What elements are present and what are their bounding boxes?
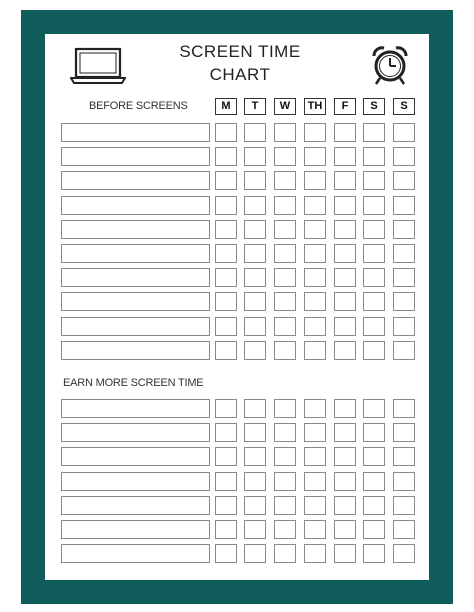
checkbox-cell[interactable] (363, 520, 385, 539)
task-name-field[interactable] (61, 496, 210, 515)
checkbox-cell[interactable] (304, 317, 326, 336)
checkbox-cell[interactable] (215, 317, 237, 336)
checkbox-cell[interactable] (274, 472, 296, 491)
checkbox-cell[interactable] (393, 447, 415, 466)
checkbox-cell[interactable] (274, 268, 296, 287)
checkbox-cell[interactable] (274, 544, 296, 563)
checkbox-cell[interactable] (244, 220, 266, 239)
task-name-field[interactable] (61, 244, 210, 263)
checkbox-cell[interactable] (393, 544, 415, 563)
checkbox-cell[interactable] (244, 292, 266, 311)
task-name-field[interactable] (61, 520, 210, 539)
checkbox-cell[interactable] (215, 268, 237, 287)
checkbox-cell[interactable] (215, 171, 237, 190)
checkbox-cell[interactable] (244, 544, 266, 563)
checkbox-cell[interactable] (274, 220, 296, 239)
checkbox-cell[interactable] (393, 292, 415, 311)
checkbox-cell[interactable] (334, 447, 356, 466)
checkbox-cell[interactable] (244, 472, 266, 491)
checkbox-cell[interactable] (304, 220, 326, 239)
checkbox-cell[interactable] (244, 244, 266, 263)
checkbox-cell[interactable] (304, 244, 326, 263)
checkbox-cell[interactable] (363, 399, 385, 418)
task-name-field[interactable] (61, 317, 210, 336)
task-name-field[interactable] (61, 147, 210, 166)
checkbox-cell[interactable] (363, 317, 385, 336)
task-name-field[interactable] (61, 268, 210, 287)
checkbox-cell[interactable] (244, 147, 266, 166)
page-title (160, 40, 320, 86)
alarm-clock-icon (368, 44, 412, 86)
checkbox-cell[interactable] (274, 496, 296, 515)
task-name-field[interactable] (61, 544, 210, 563)
day-header: S (393, 98, 415, 115)
checkbox-cell[interactable] (274, 399, 296, 418)
checkbox-cell[interactable] (274, 196, 296, 215)
section-label-before-screens: BEFORE SCREENS (89, 100, 188, 112)
checkbox-cell[interactable] (215, 220, 237, 239)
checkbox-cell[interactable] (274, 317, 296, 336)
checkbox-cell[interactable] (334, 423, 356, 442)
task-name-field[interactable] (61, 423, 210, 442)
checkbox-cell[interactable] (304, 423, 326, 442)
checkbox-cell[interactable] (215, 520, 237, 539)
checkbox-cell[interactable] (244, 196, 266, 215)
checkbox-cell[interactable] (393, 399, 415, 418)
checkbox-cell[interactable] (334, 268, 356, 287)
title-line-2: CHART (209, 65, 271, 84)
checkbox-cell[interactable] (393, 123, 415, 142)
checkbox-cell[interactable] (215, 123, 237, 142)
checkbox-cell[interactable] (363, 220, 385, 239)
task-name-field[interactable] (61, 123, 210, 142)
checkbox-cell[interactable] (215, 544, 237, 563)
checkbox-cell[interactable] (244, 423, 266, 442)
laptop-icon (70, 46, 126, 86)
task-name-field[interactable] (61, 399, 210, 418)
checkbox-cell[interactable] (304, 123, 326, 142)
checkbox-cell[interactable] (334, 472, 356, 491)
checkbox-cell[interactable] (304, 341, 326, 360)
checkbox-cell[interactable] (304, 399, 326, 418)
checkbox-cell[interactable] (393, 472, 415, 491)
checkbox-cell[interactable] (393, 244, 415, 263)
checkbox-cell[interactable] (363, 268, 385, 287)
checkbox-cell[interactable] (215, 399, 237, 418)
checkbox-cell[interactable] (363, 292, 385, 311)
checkbox-cell[interactable] (334, 220, 356, 239)
checkbox-cell[interactable] (334, 399, 356, 418)
checkbox-cell[interactable] (334, 292, 356, 311)
checkbox-cell[interactable] (304, 520, 326, 539)
checkbox-cell[interactable] (334, 341, 356, 360)
task-name-field[interactable] (61, 341, 210, 360)
checkbox-cell[interactable] (304, 292, 326, 311)
checkbox-cell[interactable] (304, 147, 326, 166)
checkbox-cell[interactable] (363, 472, 385, 491)
checkbox-cell[interactable] (274, 447, 296, 466)
checkbox-cell[interactable] (274, 292, 296, 311)
checkbox-cell[interactable] (393, 317, 415, 336)
checkbox-cell[interactable] (363, 423, 385, 442)
checkbox-cell[interactable] (334, 244, 356, 263)
checkbox-cell[interactable] (334, 520, 356, 539)
checkbox-cell[interactable] (215, 292, 237, 311)
day-header: M (215, 98, 237, 115)
checkbox-cell[interactable] (304, 544, 326, 563)
checkbox-cell[interactable] (363, 147, 385, 166)
checkbox-cell[interactable] (244, 520, 266, 539)
checkbox-cell[interactable] (363, 544, 385, 563)
day-header: TH (304, 98, 326, 115)
checkbox-cell[interactable] (393, 196, 415, 215)
checkbox-cell[interactable] (304, 496, 326, 515)
checkbox-cell[interactable] (244, 123, 266, 142)
checkbox-cell[interactable] (215, 423, 237, 442)
checkbox-cell[interactable] (363, 171, 385, 190)
checkbox-cell[interactable] (215, 147, 237, 166)
checkbox-cell[interactable] (304, 196, 326, 215)
checkbox-cell[interactable] (274, 171, 296, 190)
task-name-field[interactable] (61, 472, 210, 491)
task-name-field[interactable] (61, 220, 210, 239)
title-line-1: SCREEN TIME (179, 42, 301, 61)
checkbox-cell[interactable] (334, 171, 356, 190)
checkbox-cell[interactable] (274, 147, 296, 166)
checkbox-cell[interactable] (363, 244, 385, 263)
checkbox-cell[interactable] (244, 496, 266, 515)
day-header: W (274, 98, 296, 115)
checkbox-cell[interactable] (334, 544, 356, 563)
task-name-field[interactable] (61, 171, 210, 190)
day-header: S (363, 98, 385, 115)
checkbox-cell[interactable] (274, 520, 296, 539)
day-header: F (334, 98, 356, 115)
checkbox-cell[interactable] (215, 472, 237, 491)
checkbox-cell[interactable] (393, 496, 415, 515)
checkbox-cell[interactable] (393, 423, 415, 442)
checkbox-cell[interactable] (334, 147, 356, 166)
checkbox-cell[interactable] (215, 244, 237, 263)
day-header: T (244, 98, 266, 115)
checkbox-cell[interactable] (244, 317, 266, 336)
section-label-earn-more: EARN MORE SCREEN TIME (63, 377, 204, 389)
checkbox-cell[interactable] (304, 472, 326, 491)
checkbox-cell[interactable] (274, 341, 296, 360)
checkbox-cell[interactable] (334, 317, 356, 336)
checkbox-cell[interactable] (393, 220, 415, 239)
checkbox-cell[interactable] (304, 447, 326, 466)
checkbox-cell[interactable] (215, 496, 237, 515)
checkbox-cell[interactable] (393, 520, 415, 539)
checkbox-cell[interactable] (244, 341, 266, 360)
checkbox-cell[interactable] (393, 171, 415, 190)
checkbox-cell[interactable] (363, 123, 385, 142)
checkbox-cell[interactable] (244, 399, 266, 418)
checkbox-cell[interactable] (215, 196, 237, 215)
task-name-field[interactable] (61, 292, 210, 311)
checkbox-cell[interactable] (393, 147, 415, 166)
checkbox-cell[interactable] (304, 268, 326, 287)
checkbox-cell[interactable] (334, 196, 356, 215)
checkbox-cell[interactable] (244, 268, 266, 287)
checkbox-cell[interactable] (393, 341, 415, 360)
checkbox-cell[interactable] (244, 171, 266, 190)
checkbox-cell[interactable] (215, 447, 237, 466)
checkbox-cell[interactable] (393, 268, 415, 287)
checkbox-cell[interactable] (363, 341, 385, 360)
checkbox-cell[interactable] (363, 196, 385, 215)
checkbox-cell[interactable] (274, 244, 296, 263)
task-name-field[interactable] (61, 447, 210, 466)
checkbox-cell[interactable] (215, 341, 237, 360)
checkbox-cell[interactable] (363, 447, 385, 466)
checkbox-cell[interactable] (334, 496, 356, 515)
checkbox-cell[interactable] (244, 447, 266, 466)
task-name-field[interactable] (61, 196, 210, 215)
checkbox-cell[interactable] (274, 423, 296, 442)
checkbox-cell[interactable] (363, 496, 385, 515)
checkbox-cell[interactable] (334, 123, 356, 142)
checkbox-cell[interactable] (274, 123, 296, 142)
checkbox-cell[interactable] (304, 171, 326, 190)
